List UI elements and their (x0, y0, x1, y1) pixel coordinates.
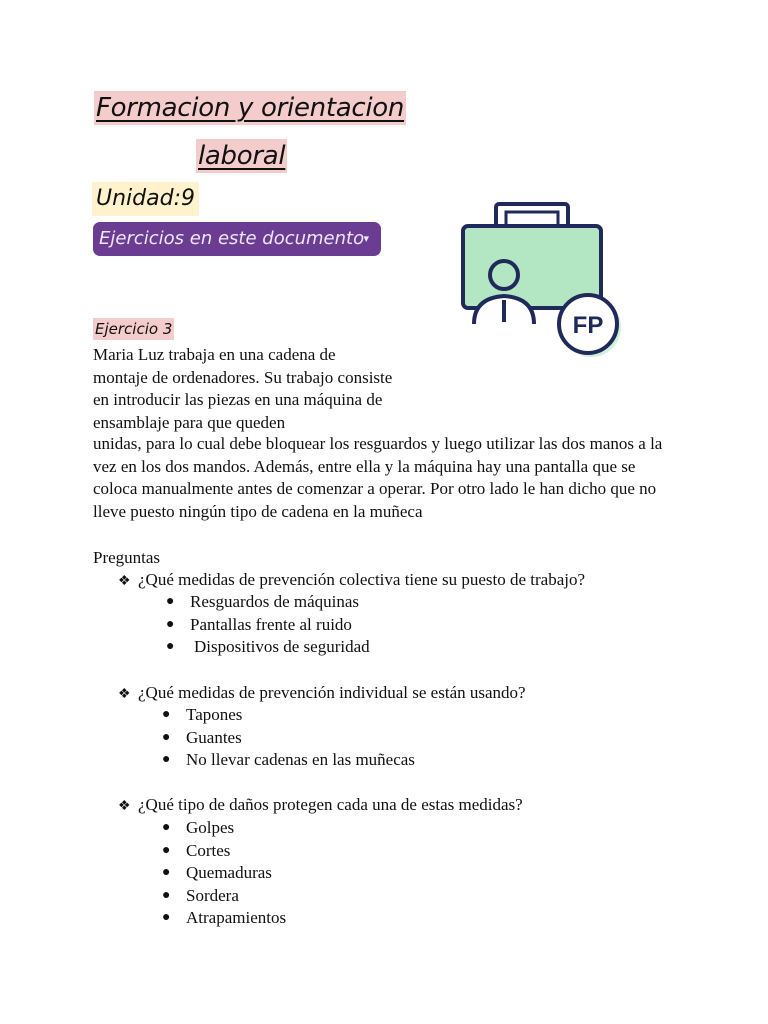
answer-text: Resguardos de máquinas (190, 592, 360, 611)
chevron-down-icon: ▾ (363, 232, 369, 245)
bullet-icon: ● (162, 730, 171, 745)
bullet-icon: ● (166, 639, 175, 654)
answer-text: Quemaduras (186, 863, 272, 882)
answer-text: Guantes (186, 728, 242, 747)
list-item (166, 614, 352, 637)
answer-text: Atrapamientos (186, 908, 287, 927)
list-item (162, 840, 231, 863)
exercise-text-part1: Maria Luz trabaja en una cadena de montaje de ordenadores. Su trabajo consiste en introducir las piezas en una máquina de ensamblaje para que queden (93, 345, 393, 432)
bullet-icon: ● (162, 888, 171, 903)
bullet-icon: ● (162, 707, 171, 722)
diamond-bullet-icon: ❖ (118, 687, 131, 702)
answer-text: Dispositivos de seguridad (194, 637, 370, 656)
question-item (118, 794, 523, 818)
answer-text: Sordera (186, 886, 239, 905)
bullet-icon: ● (166, 617, 175, 632)
bullet-icon: ● (162, 910, 171, 925)
answer-text: Golpes (186, 818, 235, 837)
list-item (166, 591, 360, 614)
answer-text: Tapones (186, 705, 243, 724)
answer-text: Pantallas frente al ruido (190, 615, 352, 634)
list-item (162, 727, 242, 750)
list-item (162, 885, 239, 908)
answer-text: No llevar cadenas en las muñecas (186, 750, 415, 769)
question-item (118, 569, 585, 593)
list-item (162, 862, 272, 885)
bullet-icon: ● (162, 820, 171, 835)
diamond-bullet-icon: ❖ (118, 574, 131, 589)
questions-heading: Preguntas (93, 548, 161, 567)
list-item (162, 817, 235, 840)
bullet-icon: ● (166, 594, 175, 609)
answer-text: Cortes (186, 841, 231, 860)
exercises-dropdown-chip[interactable] (93, 222, 381, 256)
question-item (118, 682, 526, 706)
unit-label: Unidad:9 (92, 182, 199, 216)
briefcase-worker-icon (450, 196, 630, 366)
list-item (162, 749, 415, 772)
question-text: ¿Qué medidas de prevención colectiva tiene su puesto de trabajo? (138, 570, 586, 589)
fp-logo-text: FP (572, 312, 604, 339)
exercise-label: Ejercicio 3 (95, 320, 173, 338)
question-text: ¿Qué medidas de prevención individual se están usando? (138, 683, 526, 702)
list-item (162, 907, 287, 930)
list-item (166, 636, 370, 659)
bullet-icon: ● (162, 752, 171, 767)
diamond-bullet-icon: ❖ (118, 799, 131, 814)
exercise-text-part2: unidas, para lo cual debe bloquear los resguardos y luego utilizar las dos manos a la vez en los dos mandos. Además, entre ella y la máquina hay una pantalla que se coloca manualmente antes de comenzar a operar. Por otro lado le han dicho que no lleve puesto ningún tipo de cadena en la muñeca (93, 434, 663, 521)
bullet-icon: ● (162, 843, 171, 858)
question-text: ¿Qué tipo de daños protegen cada una de estas medidas? (138, 795, 523, 814)
document-title-line2: laboral (198, 141, 286, 171)
list-item (162, 704, 243, 727)
bullet-icon: ● (162, 865, 171, 880)
document-title-line1: Formacion y orientacion (96, 93, 405, 123)
exercises-chip-label: Ejercicios en este documento (99, 228, 365, 249)
